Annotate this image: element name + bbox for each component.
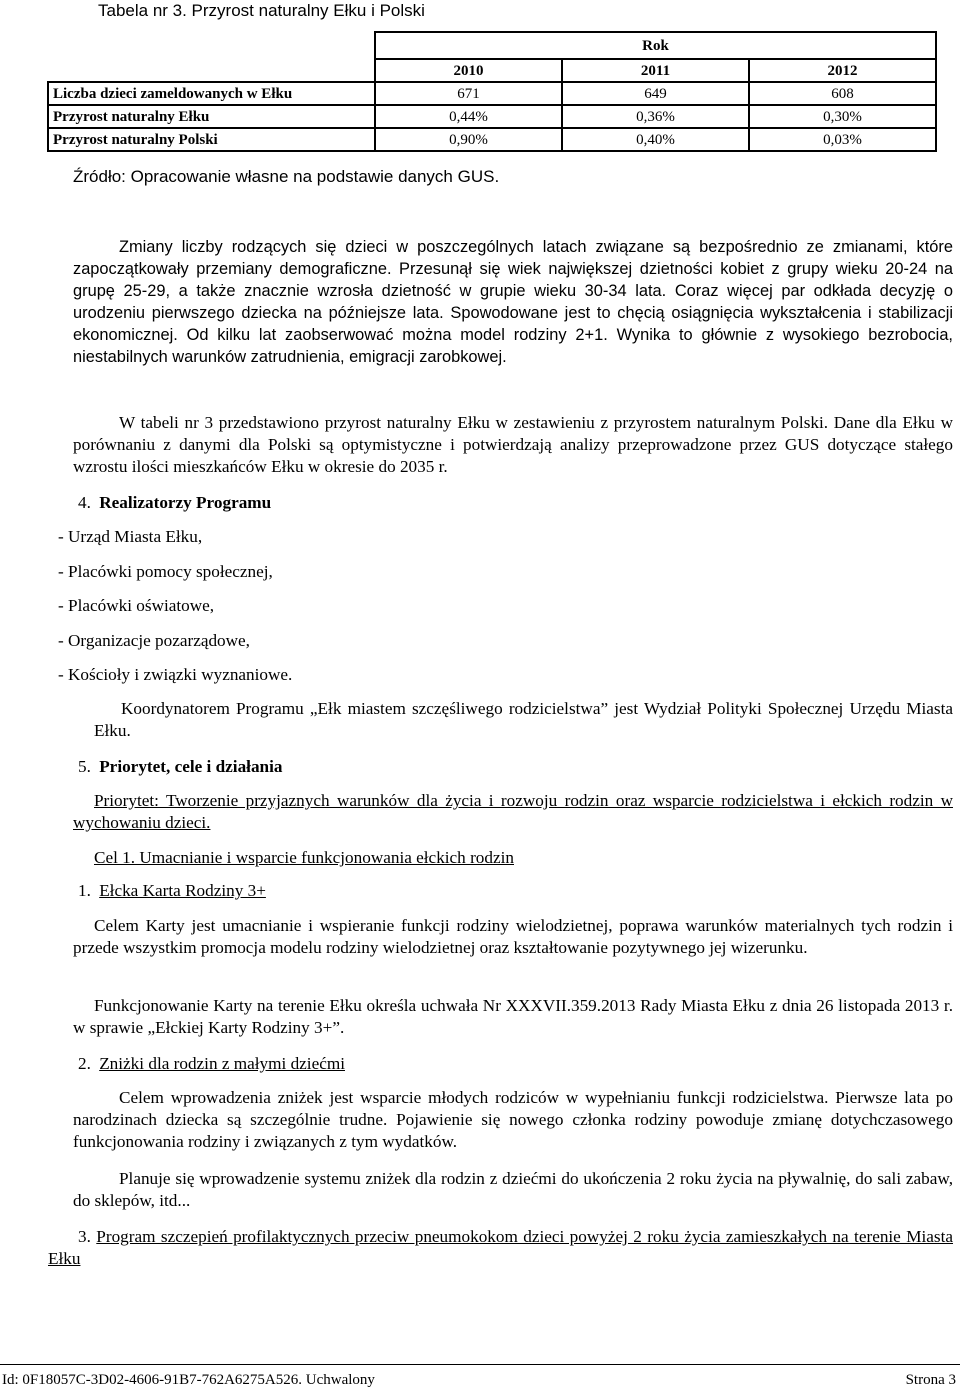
realizer-item: - Placówki pomocy społecznej,: [58, 562, 273, 581]
item-2-heading: [78, 1053, 345, 1075]
table-cell: 0,90%: [375, 128, 562, 151]
goal-1-heading: Cel 1. Umacnianie i wsparcie funkcjonowania ełckich rodzin: [94, 848, 514, 867]
table-corner-lower: [48, 59, 375, 82]
table-cell: 0,44%: [375, 105, 562, 128]
birth-rate-table: [47, 31, 937, 152]
item-title: Program szczepień profilaktycznych przeciw pneumokokom dzieci powyżej 2 roku życia zamieszkałych na terenie Miasta Ełku: [48, 1227, 953, 1268]
item-number: 3.: [78, 1227, 91, 1246]
row-label: Przyrost naturalny Ełku: [48, 105, 375, 128]
table-source: Źródło: Opracowanie własne na podstawie danych GUS.: [73, 167, 500, 186]
page-number: Strona 3: [905, 1372, 956, 1388]
section-number: 4.: [78, 493, 91, 512]
year-header: 2012: [749, 59, 936, 82]
table-group-header: Rok: [375, 32, 936, 59]
item-3-heading: [48, 1226, 953, 1270]
realizer-item: - Urząd Miasta Ełku,: [58, 527, 203, 546]
paragraph-table-summary: W tabeli nr 3 przedstawiono przyrost naturalny Ełku w zestawieniu z przyrostem naturalnym Polski. Dane dla Ełku w porównaniu z danymi dla Polski są optymistyczne i potwierdzają analizy przeprowadzone przez GUS dotyczące stałego wzrostu ilości mieszkańców Ełku w okresie do 2035 r.: [73, 413, 953, 476]
table-cell: 0,36%: [562, 105, 749, 128]
section-4-heading: [78, 492, 271, 514]
item-title: Zniżki dla rodzin z małymi dziećmi: [99, 1054, 345, 1073]
year-header: 2010: [375, 59, 562, 82]
priority-statement: Priorytet: Tworzenie przyjaznych warunków dla życia i rozwoju rodzin oraz wsparcie rodzicielstwa i ełckich rodzin w wychowaniu dzieci.: [73, 791, 953, 832]
section-title: Realizatorzy Programu: [99, 493, 272, 512]
table-cell: 649: [562, 82, 749, 105]
page-footer: [0, 1364, 960, 1392]
realizer-item: - Kościoły i związki wyznaniowe.: [58, 665, 293, 684]
paragraph-discounts-plan: Planuje się wprowadzenie systemu zniżek dla rodzin z dziećmi do ukończenia 2 roku życia na pływalnię, do sali zabaw, do sklepów, itd...: [73, 1169, 953, 1210]
section-number: 5.: [78, 757, 91, 776]
paragraph-card-purpose: Celem Karty jest umacnianie i wspieranie funkcji rodziny wielodzietnej, poprawa warunków materialnych tych rodzin i przede wszystkim promocja modelu rodziny wielodzietnej oraz kształtowanie pozytywnego jej wizerunku.: [73, 916, 953, 957]
table-cell: 608: [749, 82, 936, 105]
table-cell: 671: [375, 82, 562, 105]
item-number: 1.: [78, 881, 91, 900]
item-number: 2.: [78, 1054, 91, 1073]
realizer-item: - Organizacje pozarządowe,: [58, 631, 250, 650]
paragraph-discounts-purpose: Celem wprowadzenia zniżek jest wsparcie młodych rodziców w wypełnianiu funkcji rodzicielstwa. Pierwsze lata po narodzinach dziecka są szczególnie trudne. Pojawienie się nowego członka rodziny powoduje zmianę dotychczasowego funkcjonowania rodziny i związanych z tym wydatków.: [73, 1088, 953, 1151]
paragraph-demographics: Zmiany liczby rodzących się dzieci w poszczególnych latach związane są bezpośrednio ze zmianami, które zapoczątkowały przemiany demograficzne. Przesunął się wiek największej dzietności kobiet z grupy wieku 20-24 na grupę 25-29, a także znacznie wzrosła dzietność w grupie wieku 30-34 lata. Coraz więcej par odkłada decyzję o urodzeniu pierwszego dziecka na późniejsze lata. Spowodowane jest to chęcią osiągnięcia wykształcenia i stabilizacji ekonomicznej. Od kilku lat zaobserwować można model rodziny 2+1. Wynika to głównie z wysokiego bezrobocia, niestabilnych warunków zatrudnienia, emigracji zarobkowej.: [73, 238, 953, 366]
section-5-heading: [78, 756, 282, 778]
table-cell: 0,40%: [562, 128, 749, 151]
row-label: Przyrost naturalny Polski: [48, 128, 375, 151]
row-label: Liczba dzieci zameldowanych w Ełku: [48, 82, 375, 105]
year-header: 2011: [562, 59, 749, 82]
paragraph-card-resolution: Funkcjonowanie Karty na terenie Ełku określa uchwała Nr XXXVII.359.2013 Rady Miasta Ełku z dnia 26 listopada 2013 r. w sprawie „Ełckiej Karty Rodziny 3+”.: [73, 996, 953, 1037]
paragraph-coordinator: Koordynatorem Programu „Ełk miastem szczęśliwego rodzicielstwa” jest Wydział Polityki Społecznej Urzędu Miasta Ełku.: [94, 699, 953, 740]
item-title: Ełcka Karta Rodziny 3+: [99, 881, 266, 900]
table-row: [48, 82, 936, 105]
table-cell: 0,03%: [749, 128, 936, 151]
section-title: Priorytet, cele i działania: [99, 757, 283, 776]
document-id: Id: 0F18057C-3D02-4606-91B7-762A6275A526. Uchwalony: [2, 1372, 375, 1388]
item-1-heading: [78, 880, 266, 902]
table-row: [48, 128, 936, 151]
table-row: [48, 105, 936, 128]
realizer-item: - Placówki oświatowe,: [58, 596, 215, 615]
table-caption: Tabela nr 3. Przyrost naturalny Ełku i Polski: [98, 1, 425, 20]
table-cell: 0,30%: [749, 105, 936, 128]
table-corner: [48, 32, 375, 59]
